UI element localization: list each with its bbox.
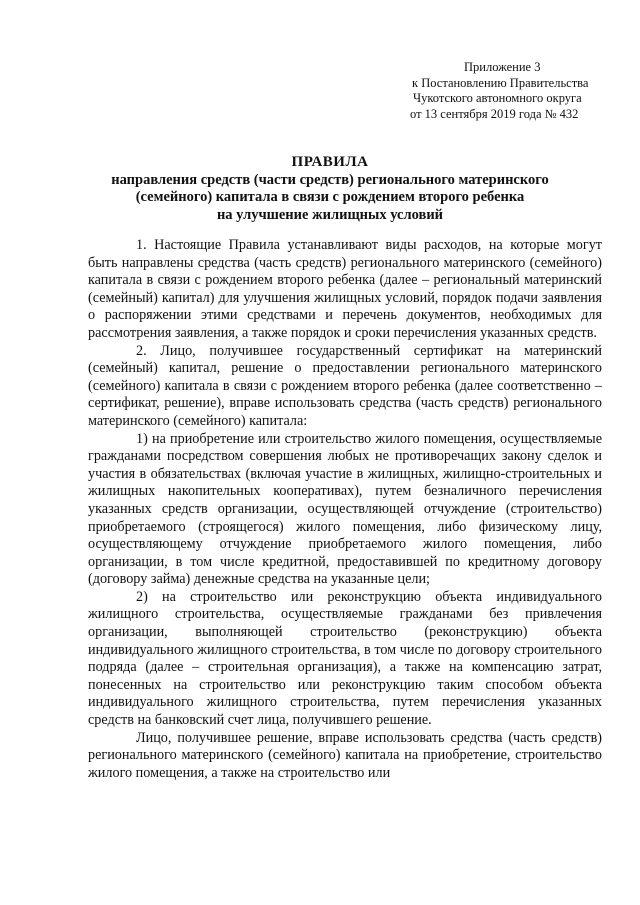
appendix-region: Чукотского автономного округа (413, 91, 582, 105)
title-main: ПРАВИЛА (291, 154, 369, 170)
paragraph-2: 2. Лицо, получившее государственный сертификат на материнский (семейный) капитал, решение о предоставлении регионального материнского (семейного) капитала в связи с рождением второго ребенка (далее соответственно – сертификат, решение), вправе использовать средства (часть средств) регионального материнского (семейного) капитала: (88, 342, 602, 429)
appendix-reference: к Постановлению Правительства (412, 75, 589, 90)
paragraph-1: 1. Настоящие Правила устанавливают виды расходов, на которые могут быть направлены средства (часть средств) регионального материнского (семейного) капитала в связи с рождением второго ребенка (далее – региональный материнский (семейный) капитал) для улучшения жилищных условий, порядок подачи заявления о распоряжении этими средствами и перечень документов, необходимых для рассмотрения заявления, а также порядок и сроки перечисления указанных средств. (88, 237, 602, 341)
title-line-2: (семейного) капитала в связи с рождением второго ребенка (135, 189, 525, 205)
paragraph-3: Лицо, получившее решение, вправе использовать средства (часть средств) регионального материнского (семейного) капитала на приобретение, строительство жилого помещения, а также на строительство или (88, 729, 602, 781)
title-line-1: направления средств (части средств) регионального материнского (111, 171, 549, 188)
subparagraph-1: 1) на приобретение или строительство жилого помещения, осуществляемые гражданами посредством совершения любых не противоречащих закону сделок и участия в обязательствах (включая участие в жилищных, жилищно-строительных и жилищных накопительных кооперативах), путем безналичного перечисления указанных средств организации, осуществляющей отчуждение (строительство) приобретаемого (строящегося) жилого помещения, либо физическому лицу, осуществляющему отчуждение приобретаемого жилого помещения, либо организации, в том числе кредитной, предоставившей по кредитному договору (договору займа) денежные средства на указанные цели; (88, 430, 602, 588)
title-line-3: на улучшение жилищных условий (216, 206, 444, 223)
document-body (88, 237, 602, 782)
appendix-date: от 13 сентября 2019 года № 432 (410, 106, 579, 121)
subparagraph-2: 2) на строительство или реконструкцию объекта индивидуального жилищного строительства, осуществляемые гражданами без привлечения организации, выполняющей строительство (реконструкцию) объекта индивидуального жилищного строительства, в том числе по договору строительного подряда (далее – строительная организация), а также на компенсацию затрат, понесенных на строительство или реконструкцию таким способом объекта индивидуального жилищного строительства, путем перечисления указанных средств на банковский счет лица, получившего решение. (88, 588, 602, 729)
appendix-header (392, 60, 622, 122)
document-title (60, 154, 600, 224)
appendix-number: Приложение 3 (464, 60, 541, 74)
